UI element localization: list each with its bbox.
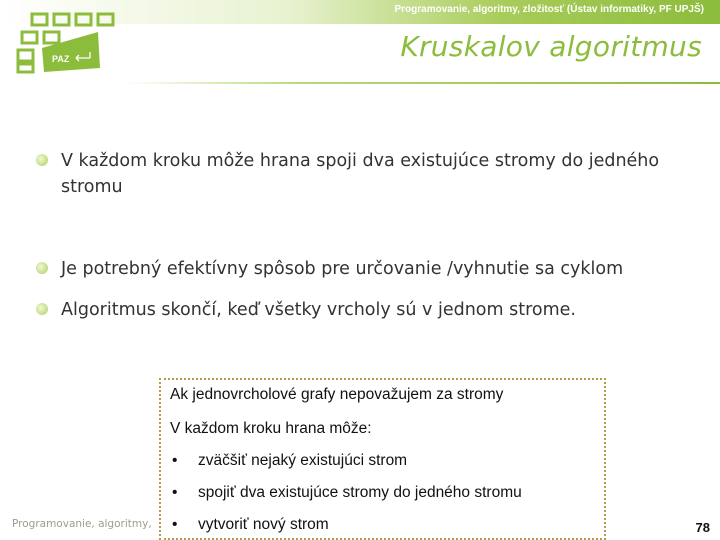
logo-text: PAZ	[52, 54, 70, 64]
bullet-text: Je potrebný efektívny spôsob pre určovanie /vyhnutie sa cyklom	[61, 259, 624, 279]
footer-course-name: Programovanie, algoritmy,	[12, 518, 152, 530]
course-logo	[14, 12, 118, 74]
note-box	[159, 378, 606, 540]
bullet-dot-icon	[36, 154, 48, 166]
note-item: spojiť dva existujúce stromy do jedného stromu	[198, 484, 522, 501]
bullet-dot-icon	[36, 262, 48, 274]
slide-title: Kruskalov algoritmus	[400, 30, 702, 63]
sub-bullet-icon: •	[172, 452, 178, 469]
bullet-dot-icon	[36, 303, 48, 315]
bullet-text: Algoritmus skončí, keď všetky vrcholy sú v jednom strome.	[61, 300, 576, 320]
sub-bullet-icon: •	[172, 484, 178, 501]
sub-bullet-icon: •	[172, 516, 178, 533]
note-item: vytvoriť nový strom	[198, 516, 329, 533]
title-underline	[124, 82, 720, 84]
note-item: zväčšiť nejaký existujúci strom	[198, 452, 408, 469]
course-title: Programovanie, algoritmy, zložitosť (Ústav informatiky, PF UPJŠ)	[394, 4, 704, 15]
bullet-text: V každom kroku môže hrana spoji dva existujúce stromy do jedného stromu	[61, 151, 660, 197]
page-number: 78	[695, 520, 710, 535]
note-line-1: Ak jednovrcholové grafy nepovažujem za stromy	[170, 386, 504, 403]
note-line-2: V každom kroku hrana môže:	[170, 420, 372, 437]
